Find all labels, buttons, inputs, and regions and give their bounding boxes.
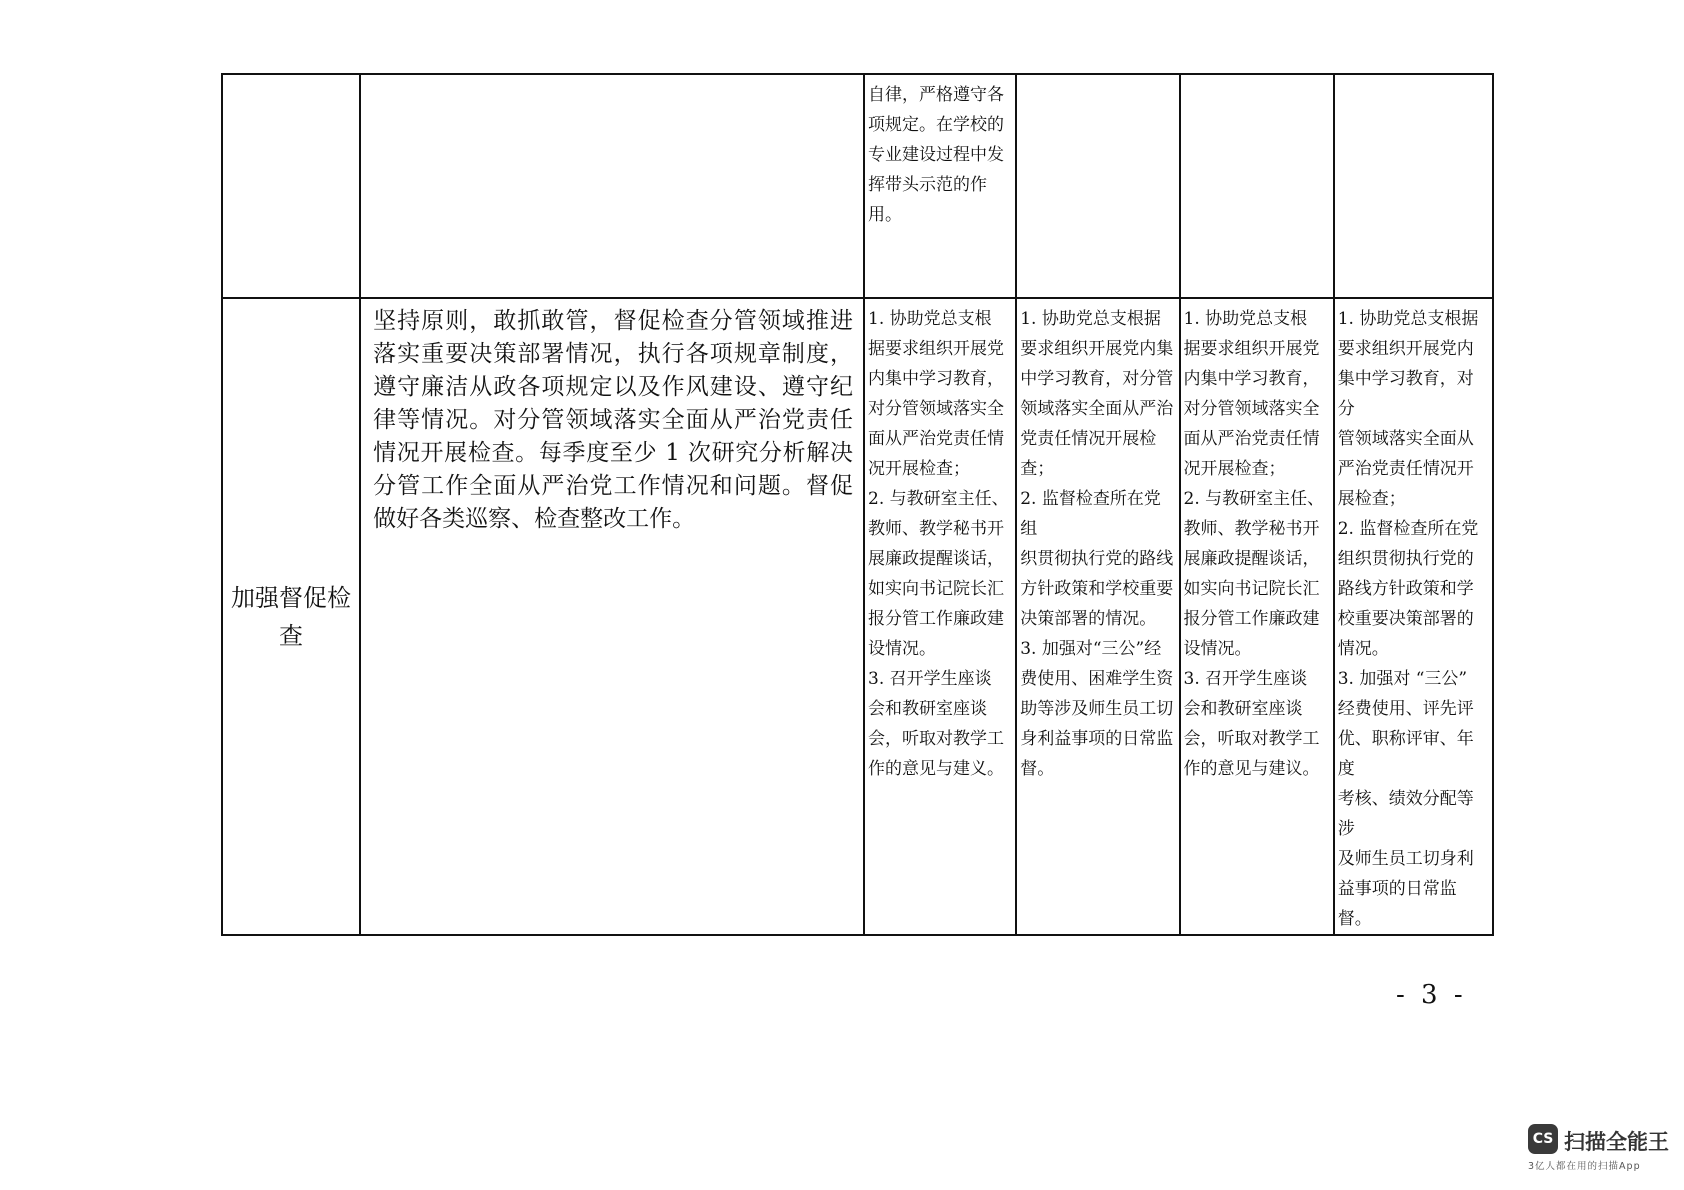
measure-text-4 (1335, 75, 1492, 80)
scanner-tagline: 3亿人都在用的扫描App (1528, 1161, 1641, 1172)
measure-cell-3 (1180, 298, 1334, 935)
scanner-logo-icon: CS (1528, 1124, 1558, 1154)
category-cell (222, 298, 360, 935)
scanner-app-name: 扫描全能王 (1564, 1130, 1669, 1154)
measure-text-4: 1. 协助党总支根据 要求组织开展党内 集中学习教育，对分 管领域落实全面从 严治党责任情况开 展检查； 2. 监督检查所在党 组织贯彻执行党的 路线方针政策和学 校重要决策部署的 情况。 3. 加强对 “三公” 经费使用、评先评 优、职称评审、年度 考核、绩效分配等涉 及师生员工切身利 益事项的日常监督。 (1337, 309, 1479, 929)
measure-cell-2 (1016, 298, 1179, 935)
requirement-cell (360, 74, 864, 298)
measure-cell-2 (1016, 74, 1179, 298)
measure-text-3: 1. 协助党总支根 据要求组织开展党 内集中学习教育， 对分管领域落实全 面从严治党责任情 况开展检查； 2. 与教研室主任、 教师、教学秘书开 展廉政提醒谈话， 如实向书记院长汇 报分管工作廉政建 设情况。 3. 召开学生座谈 会和教研室座谈 会，听取对教学工 作的意见与建议。 (1183, 309, 1325, 779)
scanner-watermark (1528, 1124, 1670, 1172)
measure-cell-1 (864, 298, 1016, 935)
measure-cell-4 (1334, 74, 1493, 298)
requirement-cell (360, 298, 864, 935)
requirement-text (361, 75, 863, 81)
measure-text-1: 自律，严格遵守各 项规定。在学校的 专业建设过程中发 挥带头示范的作 用。 (868, 85, 1005, 225)
table-row (222, 74, 1493, 298)
measure-cell-4 (1334, 298, 1493, 935)
measure-text-1: 1. 协助党总支根 据要求组织开展党 内集中学习教育， 对分管领域落实全 面从严治党责任情 况开展检查； 2. 与教研室主任、 教师、教学秘书开 展廉政提醒谈话， 如实向书记院长汇 报分管工作廉政建 设情况。 3. 召开学生座谈 会和教研室座谈 会，听取对教学工 作的意见与建义。 (868, 309, 1009, 779)
measure-cell-1 (864, 74, 1016, 298)
requirement-text: 坚持原则，敢抓敢管，督促检查分管领域推进落实重要决策部署情况，执行各项规章制度，遵守廉洁从政各项规定以及作风建设、遵守纪律等情况。对分管领域落实全面从严治党责任情况开展检查。每季度至少 1 次研究分析解决分管工作全面从严治党工作情况和问题。督促做好各类巡察、检查整改工作。 (373, 308, 854, 532)
responsibility-table (221, 73, 1494, 936)
measure-text-2: 1. 协助党总支根据 要求组织开展党内集 中学习教育，对分管 领域落实全面从严治 党责任情况开展检 查； 2. 监督检查所在党组 织贯彻执行党的路线 方针政策和学校重要 决策部署的情况。 3. 加强对“三公”经 费使用、困难学生资 助等涉及师生员工切 身利益事项的日常监 督。 (1020, 309, 1174, 779)
category-label: 加强督促检查 (231, 583, 352, 650)
measure-text-3 (1181, 75, 1333, 80)
page-number: - 3 - (1396, 980, 1467, 1010)
measure-text-2 (1017, 75, 1178, 80)
category-cell (222, 74, 360, 298)
table-row (222, 298, 1493, 935)
measure-cell-3 (1180, 74, 1334, 298)
